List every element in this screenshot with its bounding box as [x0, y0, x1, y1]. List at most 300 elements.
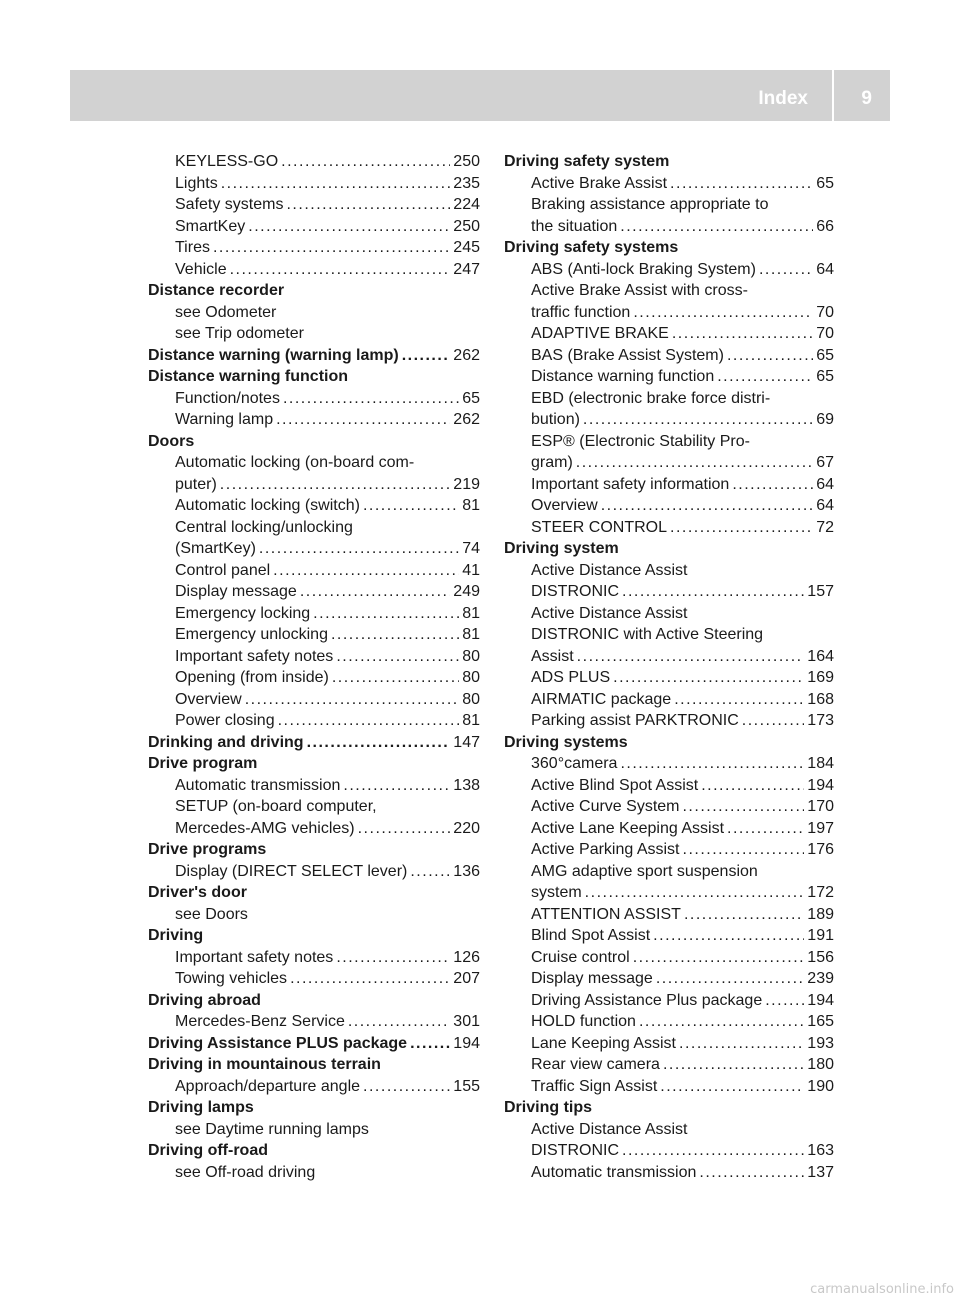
page-reference[interactable]: 65 — [816, 346, 834, 364]
page-reference[interactable]: 170 — [807, 798, 834, 815]
page-reference[interactable]: 197 — [807, 819, 834, 837]
page-reference[interactable]: 245 — [453, 239, 480, 256]
page-reference[interactable]: 156 — [807, 948, 834, 966]
entry-text: Driving off-road — [148, 1142, 268, 1159]
dot-leader — [283, 388, 459, 410]
index-subentry[interactable] — [148, 560, 480, 582]
page-reference[interactable]: 190 — [807, 1077, 834, 1095]
dot-leader — [363, 1076, 450, 1098]
page-reference[interactable]: 193 — [807, 1034, 834, 1052]
page-reference[interactable]: 67 — [816, 454, 834, 471]
entry-text: Active Blind Spot Assist — [531, 776, 699, 794]
index-heading — [148, 990, 480, 1012]
entry-text: Automatic locking (switch) — [175, 497, 360, 514]
entry-text: see Doors — [175, 905, 248, 923]
page-reference[interactable]: 239 — [807, 970, 834, 987]
dot-leader — [313, 603, 459, 625]
entry-text: Mercedes-Benz Service — [175, 1013, 345, 1030]
index-subentry — [504, 861, 834, 883]
page-reference[interactable]: 165 — [807, 1013, 834, 1030]
entry-text: Active Parking Assist — [531, 841, 680, 858]
index-subentry[interactable] — [148, 194, 480, 216]
entry-text: Towing vehicles — [175, 970, 288, 987]
entry-text: see Daytime running lamps — [175, 1120, 369, 1138]
entry-text: HOLD function — [531, 1013, 636, 1030]
entry-text: DISTRONIC — [531, 1142, 619, 1159]
dot-leader — [300, 581, 450, 603]
index-subentry[interactable] — [504, 667, 834, 689]
index-subentry — [148, 323, 480, 345]
index-subentry[interactable] — [504, 753, 834, 775]
dot-leader — [230, 259, 451, 281]
index-subentry[interactable] — [148, 667, 480, 689]
index-subentry[interactable] — [504, 1011, 834, 1033]
index-subentry[interactable] — [504, 259, 834, 281]
dot-leader — [683, 839, 805, 861]
index-subentry[interactable] — [504, 1076, 834, 1098]
dot-leader — [633, 947, 805, 969]
dot-leader — [220, 474, 451, 496]
index-subentry[interactable] — [504, 904, 834, 926]
entry-text: Driving safety system — [504, 153, 670, 170]
dot-leader — [660, 1076, 804, 1098]
index-heading — [504, 732, 834, 754]
dot-leader — [684, 904, 804, 926]
index-subentry[interactable] — [148, 1076, 480, 1098]
entry-text: ATTENTION ASSIST — [531, 905, 681, 923]
index-subentry[interactable] — [504, 345, 834, 367]
page-reference[interactable]: 176 — [807, 841, 834, 858]
dot-leader — [332, 667, 459, 689]
entry-text: Central locking/unlocking — [175, 518, 353, 536]
entry-text: Opening (from inside) — [175, 669, 329, 686]
index-heading[interactable] — [148, 1033, 480, 1055]
page-reference[interactable]: 169 — [807, 669, 834, 686]
index-subentry — [148, 517, 480, 539]
index-column-right — [504, 151, 834, 1183]
dot-leader — [639, 1011, 804, 1033]
page-reference[interactable]: 66 — [816, 217, 834, 235]
page-reference[interactable]: 224 — [453, 196, 480, 213]
entry-text: Automatic transmission — [175, 776, 341, 794]
page-reference[interactable]: 235 — [453, 174, 480, 192]
entry-text: Driving in mountainous terrain — [148, 1056, 381, 1073]
page-reference[interactable]: 194 — [807, 991, 834, 1009]
dot-leader — [576, 452, 813, 474]
dot-leader — [633, 302, 813, 324]
index-subentry[interactable] — [148, 474, 480, 496]
page-reference[interactable]: 81 — [462, 626, 480, 643]
dot-leader — [727, 818, 804, 840]
entry-text: Vehicle — [175, 260, 227, 278]
index-subentry[interactable] — [148, 947, 480, 969]
page-reference[interactable]: 191 — [807, 927, 834, 944]
entry-text: Important safety notes — [175, 647, 334, 665]
index-subentry[interactable] — [504, 409, 834, 431]
dot-leader — [682, 796, 804, 818]
dot-leader — [410, 1033, 450, 1055]
index-heading — [148, 366, 480, 388]
index-heading — [504, 538, 834, 560]
dot-leader — [336, 646, 459, 668]
entry-text: Driving safety systems — [504, 239, 679, 256]
page-reference[interactable]: 247 — [453, 260, 480, 278]
page-reference[interactable]: 172 — [807, 884, 834, 901]
page-reference[interactable]: 180 — [807, 1056, 834, 1073]
index-subentry[interactable] — [148, 409, 480, 431]
index-subentry[interactable] — [148, 689, 480, 711]
dot-leader — [348, 1011, 450, 1033]
index-subentry[interactable] — [504, 775, 834, 797]
entry-text: puter) — [175, 475, 217, 493]
entry-text: see Odometer — [175, 303, 277, 321]
entry-text: Drive programs — [148, 841, 267, 858]
index-subentry[interactable] — [148, 603, 480, 625]
dot-leader — [765, 990, 804, 1012]
page-reference[interactable]: 219 — [453, 475, 480, 493]
index-subentry[interactable] — [504, 818, 834, 840]
page-reference[interactable]: 81 — [462, 497, 480, 514]
index-subentry[interactable] — [504, 517, 834, 539]
dot-leader — [653, 925, 804, 947]
page-reference[interactable]: 41 — [462, 561, 480, 579]
index-subentry[interactable] — [504, 173, 834, 195]
index-subentry[interactable] — [148, 624, 480, 646]
index-subentry[interactable] — [504, 1162, 834, 1184]
section-title: Index — [758, 88, 808, 109]
entry-text: Driving Assistance PLUS package — [148, 1034, 408, 1052]
entry-text: ESP® (Electronic Stability Pro- — [531, 432, 750, 450]
index-subentry[interactable] — [504, 839, 834, 861]
dot-leader — [717, 366, 813, 388]
dot-leader — [290, 968, 450, 990]
dot-leader — [221, 173, 451, 195]
dot-leader — [286, 194, 450, 216]
dot-leader — [331, 624, 459, 646]
page-reference[interactable]: 138 — [453, 776, 480, 794]
dot-leader — [701, 775, 804, 797]
page-reference[interactable]: 81 — [462, 712, 480, 729]
index-heading — [148, 1054, 480, 1076]
entry-text: Approach/departure angle — [175, 1077, 361, 1095]
entry-text: the situation — [531, 217, 618, 235]
header-bar — [70, 70, 890, 121]
index-subentry[interactable] — [148, 861, 480, 883]
index-heading — [504, 237, 834, 259]
entry-text: 360°camera — [531, 755, 618, 772]
index-subentry — [504, 1119, 834, 1141]
dot-leader — [759, 259, 813, 281]
page-reference[interactable]: 70 — [816, 325, 834, 342]
index-subentry[interactable] — [504, 710, 834, 732]
dot-leader — [245, 689, 460, 711]
index-subentry — [148, 452, 480, 474]
index-subentry[interactable] — [504, 323, 834, 345]
entry-text: Lights — [175, 174, 218, 192]
index-heading — [148, 280, 480, 302]
dot-leader — [278, 710, 460, 732]
page-reference[interactable]: 126 — [453, 948, 480, 966]
index-heading — [504, 1097, 834, 1119]
page-reference[interactable]: 164 — [807, 647, 834, 665]
page-reference[interactable]: 64 — [816, 497, 834, 514]
page-reference[interactable]: 65 — [816, 368, 834, 385]
dot-leader — [583, 409, 813, 431]
entry-text: Rear view camera — [531, 1056, 660, 1073]
entry-text: Driving systems — [504, 733, 628, 751]
entry-text: Emergency unlocking — [175, 626, 328, 643]
dot-leader — [248, 216, 450, 238]
entry-text: Driver's door — [148, 884, 247, 901]
index-column-left — [148, 151, 480, 1183]
page-reference[interactable]: 189 — [807, 905, 834, 923]
dot-leader — [336, 947, 450, 969]
page-reference[interactable]: 207 — [453, 970, 480, 987]
page-reference[interactable]: 64 — [816, 260, 834, 278]
entry-text: Emergency locking — [175, 604, 311, 622]
dot-leader — [670, 517, 813, 539]
dot-leader — [674, 689, 804, 711]
dot-leader — [307, 732, 451, 754]
index-subentry — [504, 194, 834, 216]
index-subentry — [148, 796, 480, 818]
entry-text: Active Distance Assist — [531, 561, 688, 579]
index-subentry[interactable] — [504, 947, 834, 969]
header-divider — [832, 70, 834, 121]
index-heading — [504, 151, 834, 173]
dot-leader — [672, 323, 813, 345]
index-subentry[interactable] — [504, 796, 834, 818]
entry-text: (SmartKey) — [175, 540, 256, 557]
entry-text: ABS (Anti-lock Braking System) — [531, 260, 756, 278]
page-reference[interactable]: 194 — [453, 1034, 480, 1052]
page-reference[interactable]: 70 — [816, 303, 834, 321]
index-subentry[interactable] — [148, 151, 480, 173]
dot-leader — [273, 560, 459, 582]
index-subentry[interactable] — [504, 990, 834, 1012]
index-subentry[interactable] — [148, 538, 480, 560]
entry-text: Active Curve System — [531, 798, 680, 815]
page-reference[interactable]: 220 — [453, 819, 480, 837]
index-subentry[interactable] — [504, 1140, 834, 1162]
index-heading[interactable] — [148, 345, 480, 367]
dot-leader — [343, 775, 450, 797]
index-subentry[interactable] — [504, 302, 834, 324]
entry-text: Active Brake Assist — [531, 174, 668, 192]
index-heading — [148, 839, 480, 861]
index-subentry[interactable] — [504, 882, 834, 904]
index-subentry[interactable] — [148, 646, 480, 668]
entry-text: see Trip odometer — [175, 325, 304, 342]
entry-text: Drive program — [148, 755, 258, 772]
page-reference[interactable]: 65 — [462, 389, 480, 407]
index-subentry[interactable] — [148, 1011, 480, 1033]
entry-text: Overview — [531, 497, 598, 514]
index-subentry[interactable] — [504, 968, 834, 990]
index-subentry[interactable] — [504, 366, 834, 388]
page-reference[interactable]: 147 — [453, 733, 480, 751]
page-reference[interactable]: 80 — [462, 690, 480, 708]
index-subentry[interactable] — [148, 968, 480, 990]
index-heading — [148, 1097, 480, 1119]
index-subentry — [504, 431, 834, 453]
index-subentry[interactable] — [148, 818, 480, 840]
entry-text: ADAPTIVE BRAKE — [531, 325, 669, 342]
entry-text: ADS PLUS — [531, 669, 611, 686]
entry-text: Doors — [148, 432, 195, 450]
entry-text: Driving — [148, 927, 204, 944]
page-reference[interactable]: 157 — [807, 583, 834, 600]
index-heading — [148, 882, 480, 904]
index-subentry[interactable] — [148, 388, 480, 410]
index-heading — [148, 753, 480, 775]
page-reference[interactable]: 137 — [807, 1163, 834, 1181]
entry-text: Overview — [175, 690, 242, 708]
index-heading — [148, 925, 480, 947]
dot-leader — [732, 474, 813, 496]
entry-text: Drinking and driving — [148, 733, 304, 751]
entry-text: SmartKey — [175, 217, 246, 235]
index-subentry[interactable] — [504, 1054, 834, 1076]
entry-text: DISTRONIC — [531, 583, 619, 600]
index-subentry[interactable] — [148, 259, 480, 281]
page-reference[interactable]: 250 — [453, 153, 480, 170]
page-reference[interactable]: 65 — [816, 174, 834, 192]
page-reference[interactable]: 262 — [453, 411, 480, 428]
index-subentry[interactable] — [148, 173, 480, 195]
page-reference[interactable]: 80 — [462, 669, 480, 686]
index-subentry[interactable] — [504, 1033, 834, 1055]
entry-text: AMG adaptive sport suspension — [531, 862, 758, 880]
page-reference[interactable]: 250 — [453, 217, 480, 235]
entry-text: Warning lamp — [175, 411, 274, 428]
entry-text: Cruise control — [531, 948, 630, 966]
page-reference[interactable]: 173 — [807, 712, 834, 729]
entry-text: Mercedes-AMG vehicles) — [175, 819, 355, 837]
index-subentry[interactable] — [504, 689, 834, 711]
entry-text: gram) — [531, 454, 573, 471]
dot-leader — [727, 345, 813, 367]
dot-leader — [601, 495, 814, 517]
entry-text: Distance warning (warning lamp) — [148, 346, 399, 364]
entry-text: Driving system — [504, 540, 619, 557]
watermark: carmanualsonline.info — [810, 1282, 954, 1297]
entry-text: see Off-road driving — [175, 1163, 316, 1181]
dot-leader — [410, 861, 450, 883]
index-subentry — [148, 1119, 480, 1141]
entry-text: STEER CONTROL — [531, 518, 668, 536]
dot-leader — [577, 646, 805, 668]
index-subentry[interactable] — [148, 775, 480, 797]
page-reference[interactable]: 72 — [816, 518, 834, 536]
dot-leader — [358, 818, 451, 840]
dot-leader — [622, 1140, 804, 1162]
entry-text: Braking assistance appropriate to — [531, 196, 769, 213]
entry-text: Display (DIRECT SELECT lever) — [175, 862, 408, 880]
entry-text: Function/notes — [175, 389, 280, 407]
entry-text: Driving abroad — [148, 991, 261, 1009]
page-reference[interactable]: 163 — [807, 1142, 834, 1159]
index-subentry — [504, 280, 834, 302]
entry-text: Display message — [175, 583, 297, 600]
entry-text: Blind Spot Assist — [531, 927, 651, 944]
page-reference[interactable]: 64 — [816, 475, 834, 493]
entry-text: Active Lane Keeping Assist — [531, 819, 725, 837]
entry-text: Lane Keeping Assist — [531, 1034, 676, 1052]
index-subentry[interactable] — [504, 452, 834, 474]
entry-text: Driving Assistance Plus package — [531, 991, 763, 1009]
page-reference[interactable]: 184 — [807, 755, 834, 772]
index-subentry — [148, 904, 480, 926]
dot-leader — [663, 1054, 804, 1076]
dot-leader — [402, 345, 451, 367]
index-subentry[interactable] — [504, 216, 834, 238]
index-subentry[interactable] — [148, 216, 480, 238]
page-reference[interactable]: 194 — [807, 776, 834, 794]
page-reference[interactable]: 262 — [453, 346, 480, 364]
entry-text: Active Distance Assist — [531, 1120, 688, 1138]
page-reference[interactable]: 69 — [816, 411, 834, 428]
entry-text: Assist — [531, 647, 574, 665]
entry-text: EBD (electronic brake force distri- — [531, 389, 771, 407]
entry-text: system — [531, 884, 582, 901]
index-subentry[interactable] — [148, 581, 480, 603]
dot-leader — [620, 753, 804, 775]
entry-text: Tires — [175, 239, 210, 256]
page-reference[interactable]: 74 — [462, 540, 480, 557]
entry-text: Driving lamps — [148, 1099, 254, 1116]
entry-text: Distance recorder — [148, 282, 285, 299]
dot-leader — [213, 237, 450, 259]
entry-text: Power closing — [175, 712, 275, 729]
entry-text: DISTRONIC with Active Steering — [531, 626, 764, 643]
page-reference[interactable]: 136 — [453, 862, 480, 880]
index-subentry[interactable] — [148, 710, 480, 732]
page-reference[interactable]: 249 — [453, 583, 480, 600]
index-subentry[interactable] — [504, 646, 834, 668]
entry-text: Safety systems — [175, 196, 284, 213]
dot-leader — [276, 409, 450, 431]
page-number: 9 — [861, 88, 872, 109]
index-heading[interactable] — [148, 732, 480, 754]
entry-text: Active Brake Assist with cross- — [531, 282, 748, 299]
index-subentry[interactable] — [504, 495, 834, 517]
dot-leader — [670, 173, 813, 195]
index-subentry[interactable] — [504, 925, 834, 947]
entry-text: Traffic Sign Assist — [531, 1077, 658, 1095]
index-subentry[interactable] — [148, 237, 480, 259]
page-reference[interactable]: 81 — [462, 604, 480, 622]
index-heading — [148, 1140, 480, 1162]
index-subentry — [148, 302, 480, 324]
page-reference[interactable]: 168 — [807, 690, 834, 708]
entry-text: SETUP (on-board computer, — [175, 798, 377, 815]
index-subentry[interactable] — [148, 495, 480, 517]
index-subentry — [504, 388, 834, 410]
dot-leader — [656, 968, 804, 990]
page-reference[interactable]: 80 — [462, 647, 480, 665]
dot-leader — [699, 1162, 804, 1184]
entry-text: bution) — [531, 411, 580, 428]
index-subentry[interactable] — [504, 581, 834, 603]
entry-text: traffic function — [531, 303, 631, 321]
index-subentry[interactable] — [504, 474, 834, 496]
dot-leader — [742, 710, 805, 732]
page-reference[interactable]: 301 — [453, 1013, 480, 1030]
page-reference[interactable]: 155 — [453, 1077, 480, 1095]
dot-leader — [259, 538, 459, 560]
entry-text: AIRMATIC package — [531, 690, 672, 708]
